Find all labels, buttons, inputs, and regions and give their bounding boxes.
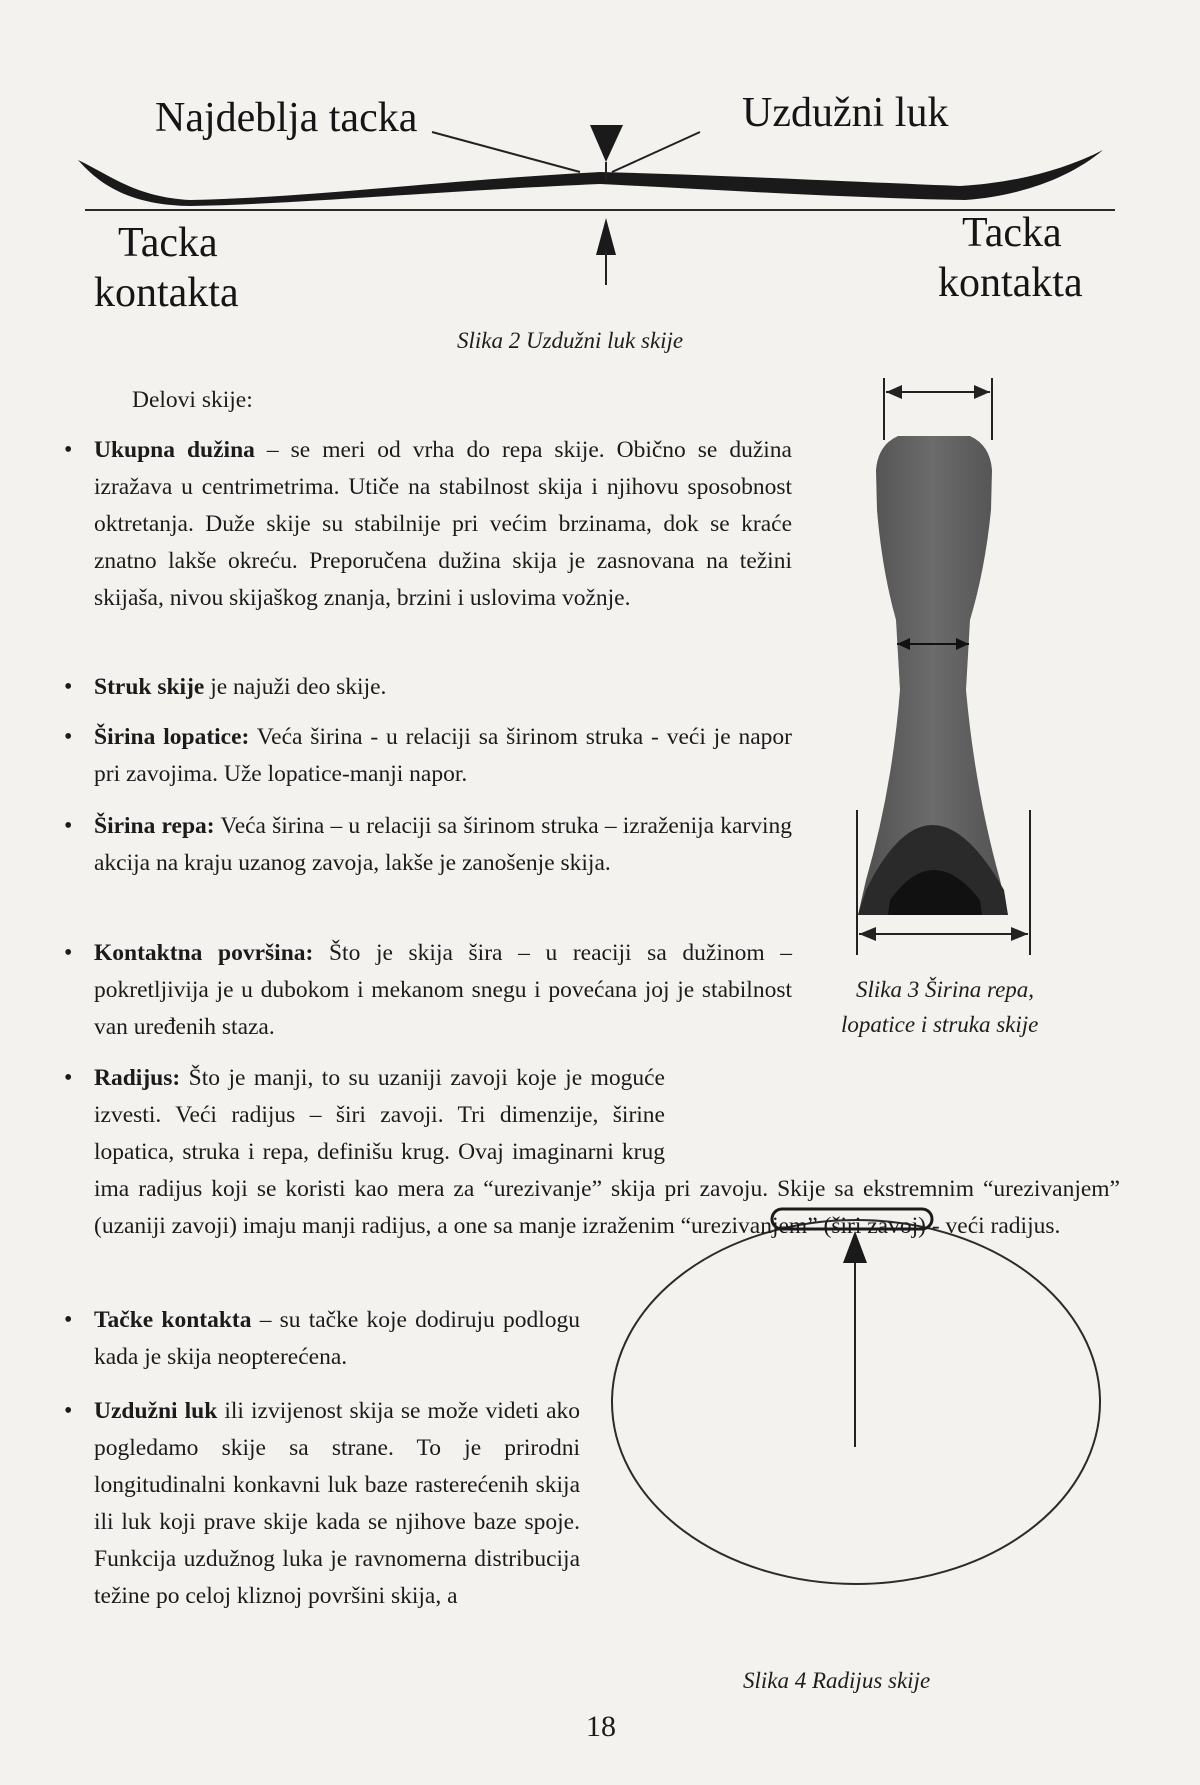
bullet-icon: • (64, 813, 73, 839)
list-item-text: Veća širina – u relaciji sa širinom struka – izraženija karving akcija na kraju uzanog zavoja, lakše je zanošenje skija. (94, 813, 792, 876)
figure3-caption-line2: lopatice i struka skije (841, 1012, 1039, 1037)
list-item-term: Širina repa: (94, 813, 215, 839)
bullet-icon: • (64, 1065, 73, 1091)
down-arrow-icon (590, 125, 623, 162)
figure2-caption: Slika 2 Uzdužni luk skije (457, 328, 684, 353)
list-item (60, 1393, 580, 1615)
list-item (60, 1060, 1120, 1245)
ski-profile-shape (78, 150, 1103, 206)
label-thickest-point: Najdeblja tacka (155, 95, 418, 141)
pointer-line-right (612, 132, 700, 172)
list-item (60, 432, 792, 617)
list-item-text: Veća širina - u relaciji sa širinom struka - veći je napor pri zavojima. Uže lopatice-manji napor. (94, 724, 792, 787)
bullet-icon: • (64, 1307, 73, 1333)
list-item (60, 1302, 580, 1376)
list-item-term: Radijus: (94, 1065, 181, 1091)
figure4-caption: Slika 4 Radijus skije (743, 1668, 931, 1693)
page-number: 18 (586, 1710, 616, 1743)
label-camber: Uzdužni luk (742, 90, 949, 136)
list-item (60, 719, 792, 793)
list-item-text: Što je manji, to su uzaniji zavoji koje je moguće izvesti. Veći radijus – širi zavoji. Tri dimenzije, širine lopatica, struka i repa, definišu krug. Ovaj imaginarni krug ima radijus koji se koristi kao mera za “urezivanje” skija pri zavoju. Skije sa ekstremnim “urezivanjem” (uzaniji zavoji) imaju manji radijus, a one sa manje izraženim “urezivanjem” (širi zavoj) - veći radijus. (94, 1065, 1120, 1239)
list-item-term: Tačke kontakta (94, 1307, 252, 1333)
up-arrow-icon (596, 218, 616, 255)
bullet-icon: • (64, 1398, 73, 1424)
label-contact-right-1: Tacka (962, 210, 1062, 256)
list-item-term: Kontaktna površina: (94, 940, 314, 966)
list-item-text: ili izvijenost skija se može videti ako pogledamo skije sa strane. To je prirodni longitudinalni konkavni luk baze rasterećenih skija ili luk koji prave skije kada se njihove baze spoje. Funkcija uzdužnog luka je ravnomerna distribucija težine po celoj kliznoj površini skija, a (94, 1398, 580, 1609)
list-item-term: Širina lopatice: (94, 724, 250, 750)
list-item-text: – su tačke koje dodiruju podlogu kada je skija neopterećena. (94, 1307, 580, 1370)
list-item-text: Što je skija šira – u reaciji sa dužinom – pokretljivija je u dubokom i mekanom snegu i povećana joj je stabilnost van uređenih staza. (94, 940, 792, 1040)
list-item (60, 935, 792, 1046)
list-item (60, 808, 792, 882)
list-item (60, 669, 792, 706)
list-item-text: – se meri od vrha do repa skije. Obično se dužina izražava u centrimetrima. Utiče na stabilnost skija i njihovu sposobnost oktretanja. Duže skije su stabilnije pri većim brzinama, dok se kraće znatno lakše okreću. Preporučena dužina skija je zasnovana na težini skijaša, nivou skijaškog znanja, brzini i uslovima vožnje. (94, 437, 792, 611)
label-contact-left-1: Tacka (118, 220, 218, 266)
list-item-term: Uzdužni luk (94, 1398, 218, 1424)
list-item-text: je najuži deo skije. (204, 674, 387, 700)
list-item-term: Ukupna dužina (94, 437, 255, 463)
figure3-caption-line1: Slika 3 Širina repa, (856, 977, 1035, 1002)
list-item-term: Struk skije (94, 674, 205, 700)
label-contact-right-2: kontakta (938, 260, 1083, 306)
label-contact-left-2: kontakta (94, 270, 239, 316)
bullet-icon: • (64, 674, 73, 700)
bullet-icon: • (64, 724, 73, 750)
intro-text: Delovi skije: (132, 387, 253, 413)
pointer-line-left (432, 132, 580, 172)
bullet-icon: • (64, 437, 73, 463)
bullet-icon: • (64, 940, 73, 966)
